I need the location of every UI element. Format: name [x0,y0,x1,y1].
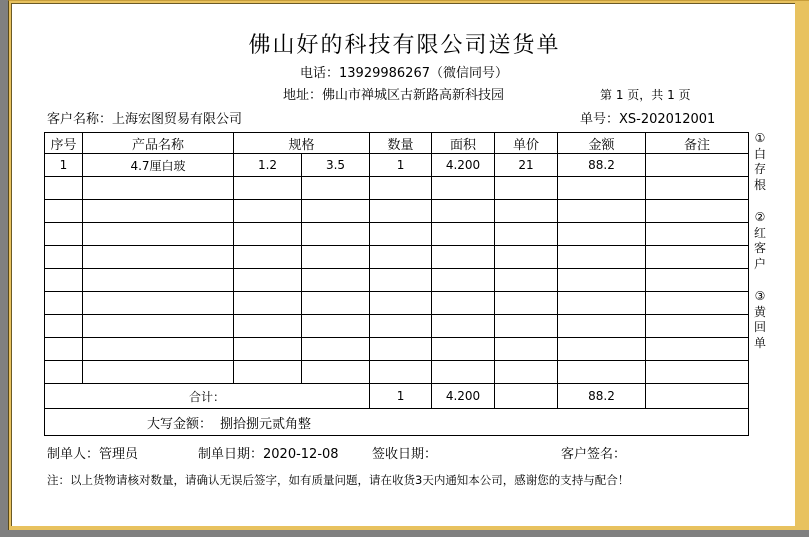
total-label: 合计： [45,384,370,409]
cell-unit-price [495,246,558,269]
cell-product [83,223,234,246]
header-area: 面积 [432,133,495,154]
table-row [45,269,749,292]
cell-spec-w [234,361,302,384]
cell-index [45,246,83,269]
amount-in-words-value: 捌拾捌元贰角整 [220,416,312,432]
cell-remark [646,154,749,177]
cell-remark [646,315,749,338]
copy-note-char: 根 [753,177,766,192]
table-row [45,223,749,246]
cell-remark [646,269,749,292]
copy-note-3 [753,289,767,351]
cell-product [83,269,234,292]
cell-product: 4.7厘白玻 [83,154,234,177]
cell-spec-w [234,177,302,200]
sign-date [372,443,437,462]
delivery-table [44,132,749,436]
header-product: 产品名称 [83,133,234,154]
header-index: 序号 [45,133,83,154]
cell-spec-w [234,292,302,315]
table-row [45,292,749,315]
copy-note-char: 黄 [753,304,766,319]
amount-in-words-label: 大写金额： [147,416,213,432]
copy-note-char: 存 [753,162,766,176]
cell-index [45,269,83,292]
cell-quantity [370,200,432,223]
amount-in-words [45,409,749,436]
cell-amount [558,338,646,361]
cell-remark [646,246,749,269]
customer-sign-label: 客户签名： [561,447,627,462]
copy-note-char: 户 [753,256,766,271]
cell-product [83,315,234,338]
copy-note-char: 回 [753,320,766,334]
cell-index [45,223,83,246]
address-value: 佛山市禅城区古新路高新科技园 [322,88,505,103]
cell-area [432,177,495,200]
cell-quantity: 1 [370,154,432,177]
header-amount: 金额 [558,133,646,154]
cell-amount [558,200,646,223]
cell-amount: 88.2 [558,154,646,177]
cell-spec-h [302,223,370,246]
cell-remark [646,177,749,200]
cell-quantity [370,177,432,200]
cell-area [432,223,495,246]
copy-note-char: 单 [753,335,766,350]
cell-area [432,200,495,223]
cell-spec-w [234,223,302,246]
header-quantity: 数量 [370,133,432,154]
customer-name [47,108,242,127]
total-amount: 88.2 [558,384,646,409]
cell-index [45,338,83,361]
cell-index [45,361,83,384]
copy-note-number: ① [754,131,766,145]
cell-product [83,338,234,361]
cell-spec-h [302,315,370,338]
cell-amount [558,269,646,292]
footer-note: 注：以上货物请核对数量，请确认无误后签字，如有质量问题，请在收货3天内通知本公司，感谢您的支持与配合！ [47,473,630,487]
cell-unit-price [495,200,558,223]
table-row [45,246,749,269]
total-quantity: 1 [370,384,432,409]
cell-spec-h [302,177,370,200]
cell-spec-h [302,246,370,269]
company-phone [300,62,508,81]
cell-area [432,269,495,292]
cell-unit-price [495,177,558,200]
customer-signature [561,443,626,462]
cell-unit-price [495,315,558,338]
cell-area [432,338,495,361]
cell-remark [646,338,749,361]
copy-note-1 [753,131,767,193]
copy-distribution-notes [753,131,767,368]
order-number [580,108,715,127]
cell-area: 4.200 [432,154,495,177]
table-row [45,154,749,177]
cell-spec-w [234,246,302,269]
copy-note-number: ③ [754,289,766,303]
cell-remark [646,292,749,315]
create-date [198,443,339,462]
maker-label: 制单人： [47,447,100,462]
cell-amount [558,177,646,200]
page-info: 第 1 页，共 1 页 [600,88,691,102]
table-row [45,338,749,361]
cell-index [45,200,83,223]
cell-index [45,292,83,315]
cell-index: 1 [45,154,83,177]
cell-unit-price [495,292,558,315]
cell-product [83,200,234,223]
cell-product [83,292,234,315]
table-row [45,177,749,200]
cell-product [83,177,234,200]
cell-amount [558,223,646,246]
cell-spec-h [302,361,370,384]
cell-remark [646,223,749,246]
header-unit-price: 单价 [495,133,558,154]
table-row [45,361,749,384]
total-unit-price [495,384,558,409]
cell-spec-w [234,269,302,292]
cell-spec-w [234,315,302,338]
header-spec: 规格 [234,133,370,154]
copy-note-char: 红 [753,225,766,240]
table-row [45,200,749,223]
table-row [45,315,749,338]
cell-area [432,292,495,315]
cell-spec-w: 1.2 [234,154,302,177]
maker-value: 管理员 [99,447,139,462]
cell-area [432,246,495,269]
table-header-row [45,133,749,154]
company-address [283,84,504,103]
cell-unit-price [495,361,558,384]
cell-spec-h: 3.5 [302,154,370,177]
cell-area [432,361,495,384]
cell-spec-h [302,269,370,292]
maker [47,443,138,462]
cell-amount [558,315,646,338]
cell-spec-w [234,338,302,361]
copy-note-char: 白 [753,146,766,161]
cell-unit-price [495,338,558,361]
cell-area [432,315,495,338]
cell-quantity [370,338,432,361]
order-no-label: 单号： [580,112,620,127]
cell-quantity [370,361,432,384]
phone-value: 13929986267（微信同号） [339,66,508,81]
date-label: 制单日期： [198,447,264,462]
cell-quantity [370,223,432,246]
cell-amount [558,292,646,315]
cell-quantity [370,292,432,315]
cell-quantity [370,315,432,338]
document-title: 佛山好的科技有限公司送货单 [248,33,561,58]
cell-product [83,246,234,269]
total-remark [646,384,749,409]
cell-product [83,361,234,384]
cell-spec-h [302,338,370,361]
cell-quantity [370,246,432,269]
cell-spec-h [302,292,370,315]
header-remark: 备注 [646,133,749,154]
cell-quantity [370,269,432,292]
cell-remark [646,200,749,223]
cell-unit-price [495,269,558,292]
cell-amount [558,361,646,384]
cell-remark [646,361,749,384]
address-label: 地址： [283,88,323,103]
sign-date-label: 签收日期： [372,447,438,462]
copy-note-number: ② [754,210,766,224]
order-no-value: XS-202012001 [619,112,716,127]
cell-spec-w [234,200,302,223]
date-value: 2020-12-08 [263,447,339,462]
customer-value: 上海宏图贸易有限公司 [112,112,243,127]
copy-note-char: 客 [753,241,766,255]
amount-in-words-row [45,409,749,436]
phone-label: 电话： [300,66,340,81]
cell-spec-h [302,200,370,223]
copy-note-2 [753,210,767,272]
cell-unit-price: 21 [495,154,558,177]
total-area: 4.200 [432,384,495,409]
cell-unit-price [495,223,558,246]
cell-index [45,177,83,200]
total-row [45,384,749,409]
customer-label: 客户名称： [47,112,113,127]
cell-index [45,315,83,338]
cell-amount [558,246,646,269]
